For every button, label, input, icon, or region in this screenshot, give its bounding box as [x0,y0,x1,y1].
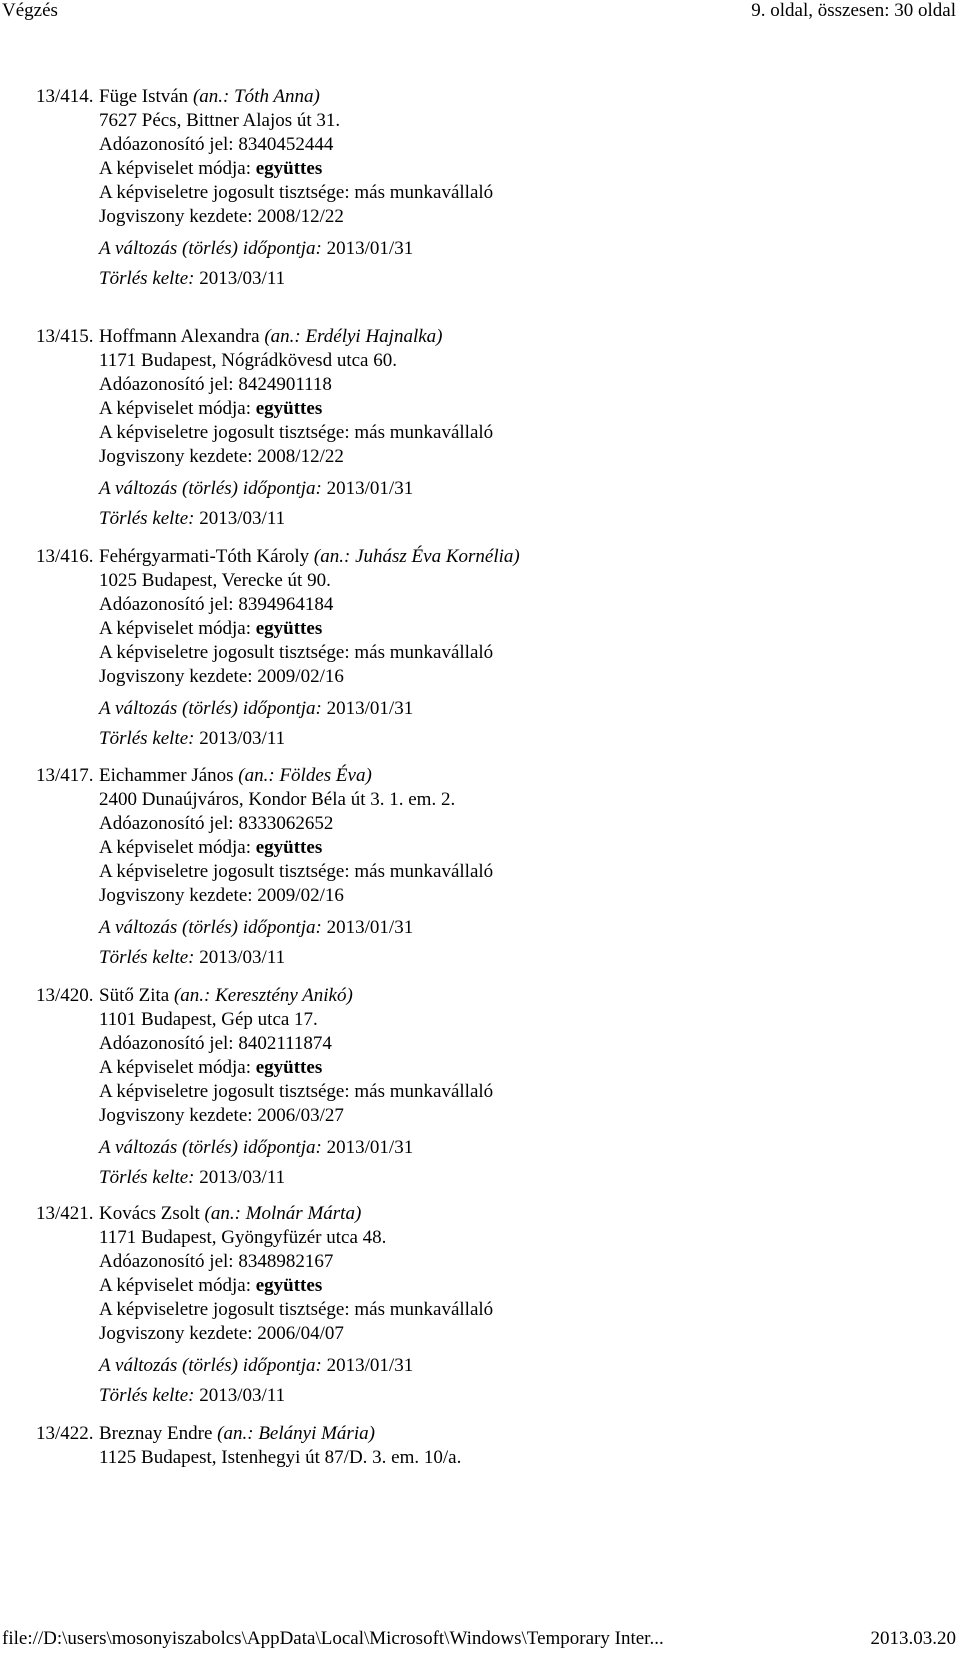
mother-close: ) [513,546,520,567]
person-name: Kovács Zsolt [99,1203,200,1224]
mother-label: (an.: [204,1203,246,1224]
rep-role-value: más munkavállaló [354,1299,494,1320]
address: 1171 Budapest, Gyöngyfüzér utca 48. [99,1227,387,1248]
rep-role-label: A képviseletre jogosult tisztsége: [99,182,355,203]
change-date-line [99,1355,413,1377]
change-date-line [99,238,413,260]
rep-role-value: más munkavállaló [354,182,494,203]
tax-id-line [99,134,333,156]
deletion-date-value: 2013/03/11 [199,1167,286,1188]
rep-mode-value: együttes [255,398,323,419]
change-date-label: A változás (törlés) időpontja: [99,478,327,499]
start-date-label: Jogviszony kezdete: [99,885,258,906]
rep-role-value: más munkavállaló [354,422,494,443]
rep-role-label: A képviseletre jogosult tisztsége: [99,1081,355,1102]
mother-label: (an.: [192,86,235,107]
rep-mode-line [99,1057,322,1079]
start-date-value: 2008/12/22 [257,446,344,467]
deletion-date-value: 2013/03/11 [199,728,286,749]
person-name: Eichammer János [99,765,234,786]
start-date-value: 2009/02/16 [257,885,344,906]
address-line [99,570,331,592]
rep-role-line [99,861,493,883]
mother-name: Belányi Mária [258,1423,369,1444]
deletion-date-line [99,508,285,530]
mother-close: ) [368,1423,375,1444]
person-line [99,546,520,568]
change-date-line [99,478,413,500]
start-date-value: 2006/03/27 [257,1105,344,1126]
entry-number: 13/415. [36,326,94,347]
entry-number: 13/422. [36,1423,94,1444]
address: 2400 Dunaújváros, Kondor Béla út 3. 1. em. 2. [99,789,456,810]
deletion-date-line [99,947,285,969]
rep-role-label: A képviseletre jogosult tisztsége: [99,422,355,443]
change-date-line [99,1137,413,1159]
deletion-date-value: 2013/03/11 [199,1385,286,1406]
mother-label: (an.: [238,765,280,786]
entry-number: 13/420. [36,985,94,1006]
person-name: Breznay Endre [99,1423,213,1444]
deletion-date-label: Törlés kelte: [99,728,200,749]
address-line [99,350,397,372]
mother-name: Földes Éva [279,765,366,786]
change-date-value: 2013/01/31 [326,238,414,259]
tax-id-value: 8402111874 [238,1033,332,1054]
rep-mode-value: együttes [255,158,323,179]
deletion-date-line [99,728,285,750]
footer-file-path: file://D:\users\mosonyiszabolcs\AppData\Local\Microsoft\Windows\Temporary Inter... [2,1628,664,1649]
rep-role-label: A képviseletre jogosult tisztsége: [99,861,355,882]
rep-mode-label: A képviselet módja: [99,1057,256,1078]
start-date-label: Jogviszony kezdete: [99,666,258,687]
deletion-date-line [99,268,285,290]
rep-role-line [99,1081,493,1103]
start-date-line [99,885,344,907]
tax-id-line [99,594,333,616]
rep-role-value: más munkavállaló [354,642,494,663]
rep-mode-line [99,618,322,640]
tax-id-label: Adóazonosító jel: [99,374,239,395]
mother-label: (an.: [173,985,216,1006]
rep-mode-value: együttes [255,618,323,639]
start-date-line [99,1323,344,1345]
mother-name: Erdélyi Hajnalka [305,326,437,347]
person-name: Hoffmann Alexandra [99,326,260,347]
deletion-date-value: 2013/03/11 [199,947,286,968]
start-date-label: Jogviszony kezdete: [99,446,258,467]
person-line [99,985,353,1007]
tax-id-value: 8333062652 [238,813,334,834]
mother-close: ) [365,765,372,786]
address: 7627 Pécs, Bittner Alajos út 31. [99,110,341,131]
start-date-line [99,1105,344,1127]
address-line [99,789,455,811]
start-date-label: Jogviszony kezdete: [99,1105,258,1126]
rep-role-label: A képviseletre jogosult tisztsége: [99,642,355,663]
mother-label: (an.: [264,326,306,347]
footer-date: 2013.03.20 [870,1628,956,1649]
person-line [99,765,372,787]
address-line [99,1227,386,1249]
mother-close: ) [436,326,443,347]
entry-number: 13/414. [36,86,94,107]
address: 1101 Budapest, Gép utca 17. [99,1009,318,1030]
tax-id-label: Adóazonosító jel: [99,813,239,834]
deletion-date-line [99,1385,285,1407]
rep-mode-label: A képviselet módja: [99,618,256,639]
tax-id-value: 8424901118 [238,374,332,395]
start-date-value: 2009/02/16 [257,666,344,687]
rep-role-line [99,182,493,204]
change-date-value: 2013/01/31 [326,917,414,938]
deletion-date-value: 2013/03/11 [199,268,286,289]
tax-id-line [99,1033,332,1055]
mother-name: Tóth Anna [234,86,314,107]
mother-label: (an.: [217,1423,259,1444]
entry-number: 13/421. [36,1203,94,1224]
tax-id-line [99,1251,333,1273]
entry-number: 13/417. [36,765,94,786]
deletion-date-label: Törlés kelte: [99,268,200,289]
person-line [99,86,320,108]
change-date-line [99,698,413,720]
address-line [99,1009,318,1031]
address: 1171 Budapest, Nógrádkövesd utca 60. [99,350,397,371]
mother-close: ) [346,985,353,1006]
rep-mode-line [99,1275,322,1297]
start-date-line [99,446,344,468]
person-line [99,1203,361,1225]
mother-name: Molnár Márta [245,1203,355,1224]
tax-id-label: Adóazonosító jel: [99,594,239,615]
tax-id-label: Adóazonosító jel: [99,1251,239,1272]
mother-name: Keresztény Anikó [215,985,347,1006]
rep-role-label: A képviseletre jogosult tisztsége: [99,1299,355,1320]
header-title: Végzés [2,0,58,21]
start-date-line [99,666,344,688]
rep-role-line [99,642,493,664]
rep-role-value: más munkavállaló [354,1081,494,1102]
tax-id-value: 8394964184 [238,594,334,615]
deletion-date-label: Törlés kelte: [99,1385,200,1406]
deletion-date-line [99,1167,285,1189]
start-date-line [99,206,344,228]
rep-mode-label: A képviselet módja: [99,837,256,858]
entry-number: 13/416. [36,546,94,567]
tax-id-value: 8340452444 [238,134,334,155]
person-line [99,326,443,348]
start-date-value: 2006/04/07 [257,1323,344,1344]
start-date-label: Jogviszony kezdete: [99,206,258,227]
rep-mode-value: együttes [255,837,323,858]
mother-close: ) [313,86,320,107]
address: 1025 Budapest, Verecke út 90. [99,570,331,591]
address: 1125 Budapest, Istenhegyi út 87/D. 3. em. 10/a. [99,1447,462,1468]
rep-role-line [99,422,493,444]
rep-mode-line [99,398,322,420]
tax-id-label: Adóazonosító jel: [99,134,239,155]
address-line [99,1447,461,1469]
change-date-value: 2013/01/31 [326,1355,414,1376]
rep-role-line [99,1299,493,1321]
page-counter: 9. oldal, összesen: 30 oldal [751,0,956,21]
mother-close: ) [354,1203,362,1224]
tax-id-line [99,374,332,396]
change-date-label: A változás (törlés) időpontja: [99,238,327,259]
address-line [99,110,340,132]
person-line [99,1423,375,1445]
tax-id-value: 8348982167 [238,1251,334,1272]
rep-mode-label: A képviselet módja: [99,158,256,179]
start-date-label: Jogviszony kezdete: [99,1323,258,1344]
mother-label: (an.: [313,546,356,567]
rep-mode-value: együttes [255,1057,323,1078]
deletion-date-label: Törlés kelte: [99,1167,200,1188]
change-date-label: A változás (törlés) időpontja: [99,698,327,719]
change-date-value: 2013/01/31 [326,698,414,719]
change-date-line [99,917,413,939]
rep-mode-label: A képviselet módja: [99,398,256,419]
change-date-label: A változás (törlés) időpontja: [99,917,327,938]
rep-mode-value: együttes [255,1275,323,1296]
person-name: Füge István [99,86,189,107]
deletion-date-label: Törlés kelte: [99,947,200,968]
change-date-label: A változás (törlés) időpontja: [99,1355,327,1376]
change-date-value: 2013/01/31 [326,478,414,499]
change-date-value: 2013/01/31 [326,1137,414,1158]
start-date-value: 2008/12/22 [257,206,344,227]
person-name: Fehérgyarmati-Tóth Károly [99,546,310,567]
rep-mode-label: A képviselet módja: [99,1275,256,1296]
tax-id-line [99,813,333,835]
rep-mode-line [99,837,322,859]
change-date-label: A változás (törlés) időpontja: [99,1137,327,1158]
person-name: Sütő Zita [99,985,170,1006]
rep-mode-line [99,158,322,180]
deletion-date-label: Törlés kelte: [99,508,200,529]
deletion-date-value: 2013/03/11 [199,508,286,529]
rep-role-value: más munkavállaló [354,861,494,882]
tax-id-label: Adóazonosító jel: [99,1033,239,1054]
mother-name: Juhász Éva Kornélia [355,546,514,567]
